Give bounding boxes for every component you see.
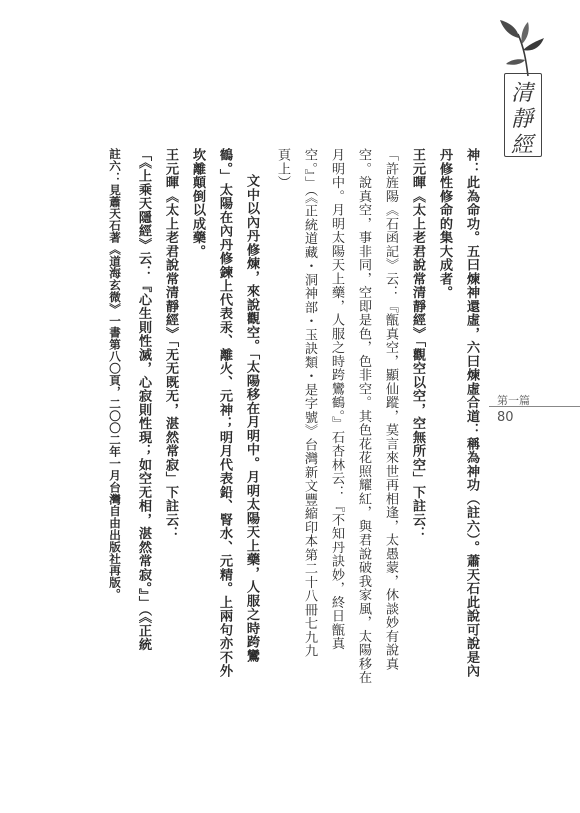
book-title-logo — [498, 18, 546, 156]
marker-divider — [489, 406, 580, 407]
text-column: 坎離顛倒以成藥。 — [190, 148, 205, 258]
footnote: 註六：見蕭天石著《道海玄微》一書第八〇頁，二〇〇二年一月台灣自由出版社再版。 — [108, 148, 122, 601]
chapter-label: 第一篇 — [497, 394, 530, 407]
text-column: 空。說真空，事非同，空即是色，色非空。其色花花照耀紅，與君說破我家風，太陽移在 — [356, 148, 371, 685]
text-column: 月明中。月明太陽天上藥，人服之時跨鸞鶴。』石杏林云：『不知丹訣妙，終日甑真 — [329, 148, 344, 651]
text-column: 「《上乘天隱經》云：『心生則性滅，心寂則性現；如空无相，湛然常寂。』」（《正統 — [136, 148, 151, 652]
text-column: 王元暉《太上老君說常清靜經》「无无既无，湛然常寂」下註云： — [163, 148, 178, 541]
text-column: 鶴。」太陽在內丹修鍊上代表汞、離火、元神；明月代表鉛、腎水、元精。上兩句亦不外 — [217, 148, 232, 678]
leaf-branch-icon — [498, 18, 546, 78]
page-number: 80 — [497, 410, 514, 425]
vertical-text-body — [85, 148, 485, 758]
text-column: 丹修性修命的集大成者。 — [437, 148, 452, 300]
text-column: 空。』」（《正統道藏・洞神部・玉訣類・是字號》台灣新文豐縮印本第二十八冊七九九 — [302, 148, 317, 658]
text-column: 王元暉《太上老君說常清靜經》「觀空以空，空無所空」下註云： — [410, 148, 425, 541]
logo-char-2: 靜 — [510, 107, 533, 132]
logo-char-3: 經 — [510, 133, 533, 158]
text-column: 文中以內丹修煉，來說觀空。「太陽移在月明中。月明太陽天上藥，人服之時跨鸞 — [244, 174, 259, 663]
spacer — [265, 148, 269, 758]
text-column: 神：此為命功。五曰煉神還虛，六曰煉虛合道：稱為神功（註六）。蕭天石此說可說是內 — [464, 148, 479, 678]
text-column: 「許旌陽《石函記》云：『甑真空，顯仙蹤，莫言來世再相逢，太愚蒙，休談妙有說真 — [383, 148, 398, 671]
logo-char-1: 清 — [510, 81, 533, 106]
text-column: 頁上） — [275, 148, 290, 190]
